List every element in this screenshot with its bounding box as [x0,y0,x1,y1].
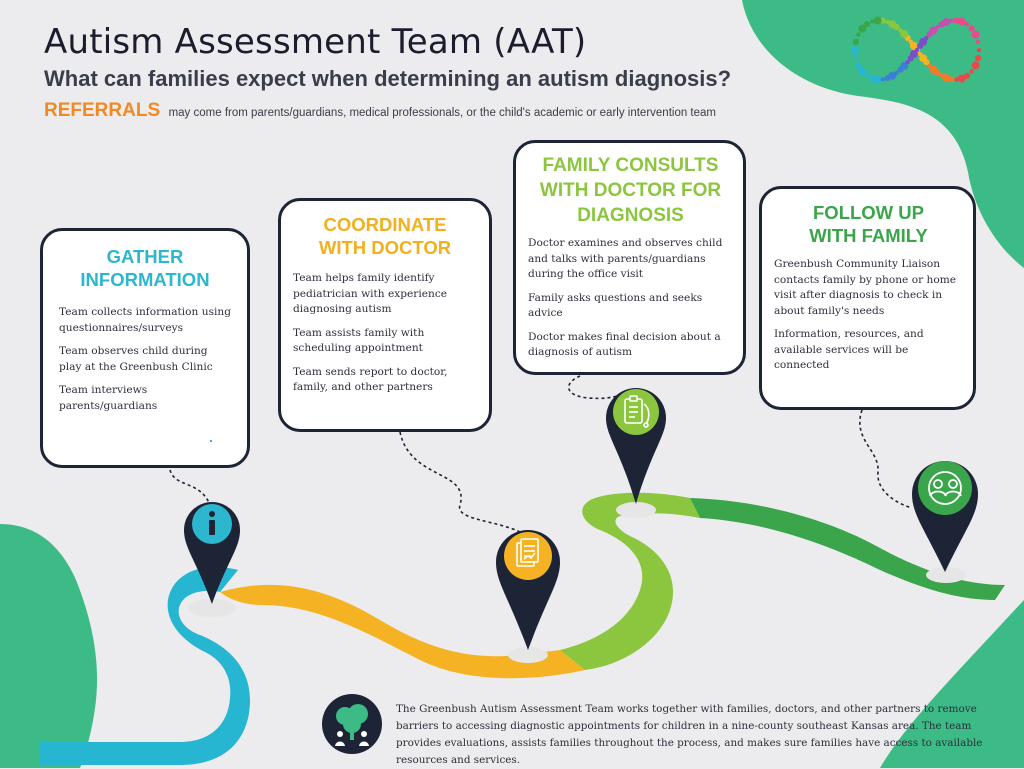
step-consult-title [528,153,733,228]
step-follow-title-line-2: WITH FAMILY [809,225,928,246]
logo-dot [954,77,958,81]
step-coordinate-title-line-1: COORDINATE [323,214,447,235]
step-coordinate-item: Team assists family with scheduling appointment [293,326,425,354]
logo-dot [874,17,882,25]
logo-dot [958,75,966,83]
logo-dot [886,20,890,24]
logo-dot [874,76,882,84]
logo-dot [853,39,859,45]
step-follow-title [774,201,963,247]
logo-dot [977,48,981,52]
page-subtitle: What can families expect when determining an autism diagnosis? [44,66,732,91]
footer-description: The Greenbush Autism Assessment Team works together with families, doctors, and other partners to remove barriers to accessing diagnostic appointments for children in a nine-county southeast Kansas area. The team provides evaluations, assists families throughout the process, and makes sure families have access to available resources and services. [396,703,983,766]
bottom-left-green-shape [0,524,97,768]
decorative-dot [210,440,212,442]
step-follow-item: Greenbush Community Liaison contacts family by phone or home visit after diagnosis to check in about family's needs [774,258,957,317]
infinity-dots-logo [842,14,992,86]
step-consult-title-line-2: WITH DOCTOR FOR [539,180,722,201]
referrals-label: REFERRALS [44,100,161,121]
step-gather-information [40,228,250,468]
step-gather-title-line-1: GATHER [106,246,184,267]
step-consult-item: Doctor examines and observes child and talks with parents/guardians during the office visit [528,237,723,280]
referrals-line [44,100,716,122]
step-coordinate-item: Team sends report to doctor, family, and other partners [293,365,448,393]
step-consult-title-line-1: FAMILY CONSULTS [542,155,719,176]
step-gather-title-line-2: INFORMATION [80,269,210,290]
logo-dot [856,32,860,36]
step-follow-title-line-1: FOLLOW UP [813,202,924,223]
step-consult-item: Family asks questions and seeks advice [528,291,703,319]
step-gather-title [59,245,231,291]
logo-dot [975,55,981,61]
logo-dot [949,19,953,23]
logo-dot [858,67,866,75]
logo-dot [870,19,874,23]
step-gather-item: Team interviews parents/guardians [59,384,158,412]
logo-dot [858,25,866,33]
page-title: Autism Assessment Team (AAT) [44,22,587,62]
logo-dot [972,61,980,69]
logo-dot [958,18,966,26]
logo-dot [881,77,885,81]
logo-dot [976,40,980,44]
step-family-consults [513,140,746,375]
step-coordinate-title [293,213,477,259]
logo-dot [865,74,869,78]
referrals-text: may come from parents/guardians, medical professionals, or the child's academic or early intervention team [168,107,716,119]
step-follow-up [759,186,976,410]
step-consult-item: Doctor makes final decision about a diagnosis of autism [528,330,721,358]
logo-dot [851,46,859,54]
logo-dot [965,22,969,26]
logo-dot [855,62,861,68]
step-gather-item: Team collects information using questionnaires/surveys [59,306,231,334]
step-consult-title-line-3: DIAGNOSIS [577,205,684,226]
step-coordinate-with-doctor [278,198,492,432]
step-coordinate-title-line-2: WITH DOCTOR [318,237,452,258]
step-gather-item: Team observes child during play at the Greenbush Clinic [59,345,213,373]
logo-dot [854,56,858,60]
step-coordinate-item: Team helps family identify pediatrician with experience diagnosing autism [293,272,448,315]
step-follow-item: Information, resources, and available services will be connected [774,328,924,371]
logo-dot [972,31,980,39]
logo-dot [969,26,975,32]
logo-dot [942,18,950,26]
logo-dot [970,69,974,73]
